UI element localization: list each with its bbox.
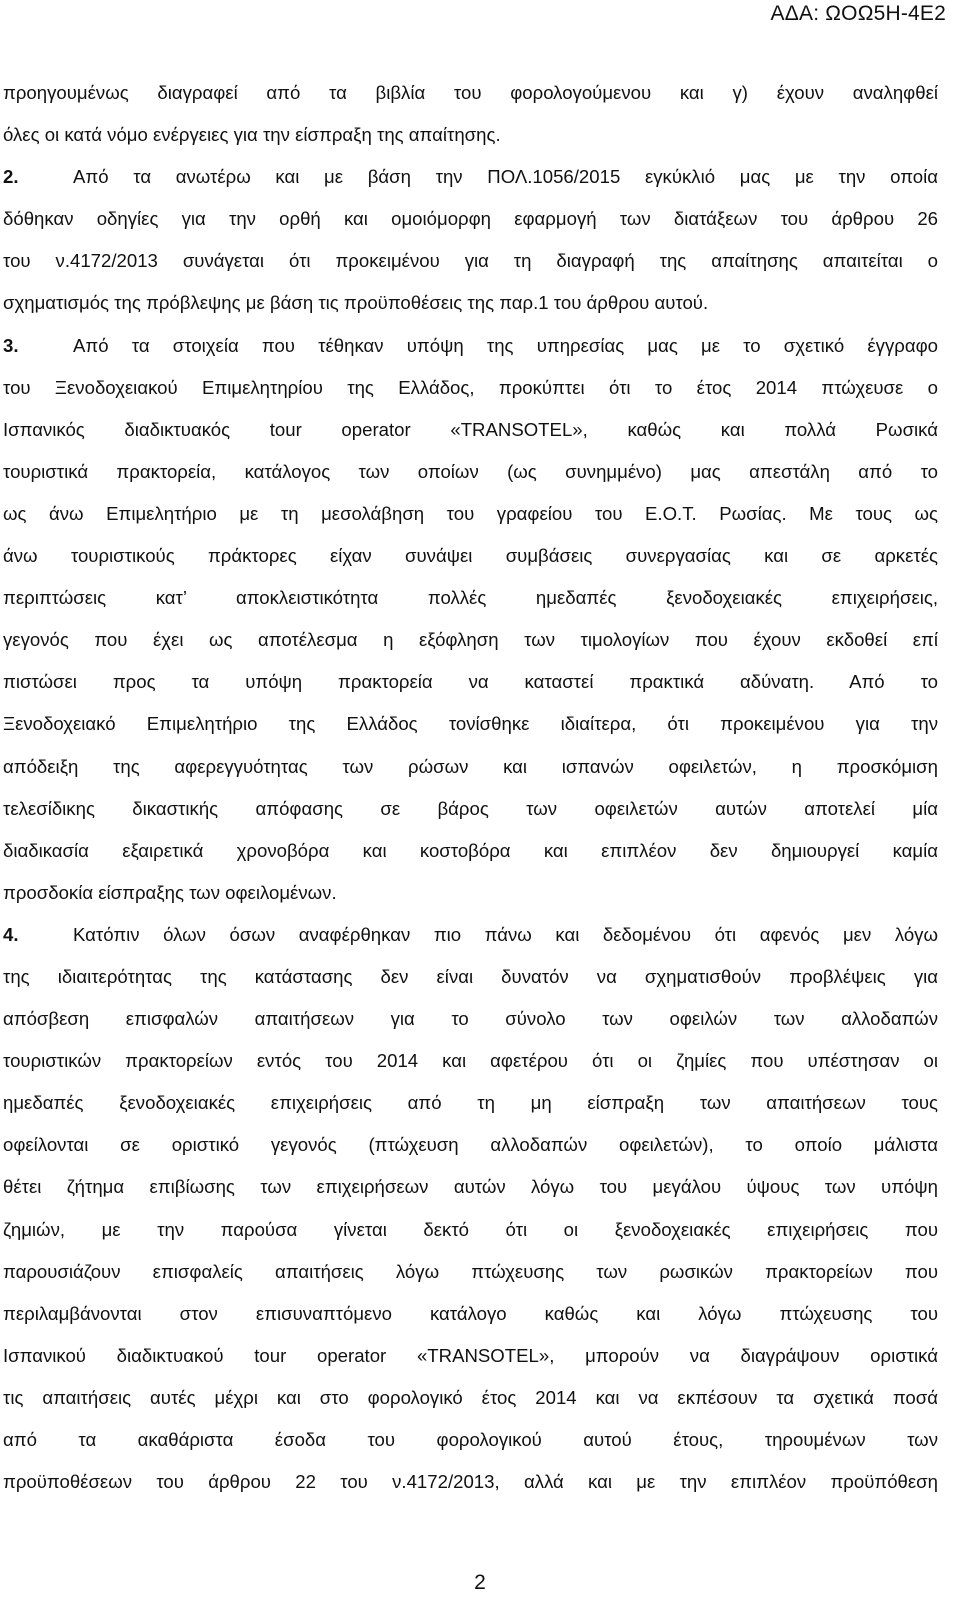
text-line: ημεδαπές ξενοδοχειακές επιχειρήσεις από τη μη είσπραξη των απαιτήσεων τους (3, 1092, 938, 1114)
paragraph-4-first-line (3, 914, 938, 956)
text-line: Ισπανικός διαδικτυακός tour operator «TRANSOTEL», καθώς και πολλά Ρωσικά (3, 418, 938, 440)
text-line: πιστώσει προς τα υπόψη πρακτορεία να καταστεί πρακτικά αδύνατη. Από το (3, 671, 938, 693)
document-body (3, 72, 938, 1503)
paragraph-number: 4. (3, 923, 19, 945)
paragraph-3-first-line (3, 325, 938, 367)
text-line: προηγουμένως διαγραφεί από τα βιβλία του φορολογούμενου και γ) έχουν αναληφθεί (3, 82, 938, 103)
text-line: οφείλονται σε οριστικό γεγονός (πτώχευση αλλοδαπών οφειλετών), το οποίο μάλιστα (3, 1134, 938, 1156)
text-line: προσδοκία είσπραξης των οφειλομένων. (3, 881, 337, 903)
text-line: διαδικασία εξαιρετικά χρονοβόρα και κοστοβόρα και επιπλέον δεν δημιουργεί καμία (3, 839, 938, 861)
text-line: Από τα ανωτέρω και με βάση την ΠΟΛ.1056/2015 εγκύκλιό μας με την οποία (73, 166, 938, 188)
text-line: προϋποθέσεων του άρθρου 22 του ν.4172/2013, αλλά και με την επιπλέον προϋπόθεση (3, 1471, 938, 1493)
text-line: άνω τουριστικούς πράκτορες είχαν συνάψει συμβάσεις συνεργασίας και σε αρκετές (3, 545, 938, 567)
paragraph-number: 2. (3, 166, 19, 188)
paragraph-2-first-line (3, 156, 938, 198)
text-line: περιπτώσεις κατ’ αποκλειστικότητα πολλές ημεδαπές ξενοδοχειακές επιχειρήσεις, (3, 587, 938, 609)
text-line: θέτει ζήτημα επιβίωσης των επιχειρήσεων αυτών λόγω του μεγάλου ύψους των υπόψη (3, 1176, 938, 1198)
text-line: τις απαιτήσεις αυτές μέχρι και στο φορολογικό έτος 2014 και να εκπέσουν τα σχετικά ποσά (3, 1386, 938, 1408)
text-line: απόδειξη της αφερεγγυότητας των ρώσων και ισπανών οφειλετών, η προσκόμιση (3, 755, 938, 777)
text-line: απόσβεση επισφαλών απαιτήσεων για το σύνολο των οφειλών των αλλοδαπών (3, 1008, 938, 1030)
text-line: τουριστικών πρακτορείων εντός του 2014 και αφετέρου ότι οι ζημίες που υπέστησαν οι (3, 1050, 938, 1072)
page-number: 2 (474, 1571, 486, 1594)
text-line: παρουσιάζουν επισφαλείς απαιτήσεις λόγω πτώχευσης των ρωσικών πρακτορείων που (3, 1260, 938, 1282)
text-line: γεγονός που έχει ως αποτέλεσμα η εξόφληση των τιμολογίων που έχουν εκδοθεί επί (3, 629, 938, 651)
text-line: από τα ακαθάριστα έσοδα του φορολογικού αυτού έτους, τηρουμένων των (3, 1429, 938, 1450)
text-line: του Ξενοδοχειακού Επιμελητηρίου της Ελλάδος, προκύπτει ότι το έτος 2014 πτώχευσε ο (3, 376, 938, 398)
text-line: του ν.4172/2013 συνάγεται ότι προκειμένου για τη διαγραφή της απαίτησης απαιτείται ο (3, 250, 938, 272)
text-line: ως άνω Επιμελητήριο με τη μεσολάβηση του γραφείου του Ε.Ο.Τ. Ρωσίας. Με τους ως (3, 502, 938, 524)
text-line: Κατόπιν όλων όσων αναφέρθηκαν πιο πάνω και δεδομένου ότι αφενός μεν λόγω (73, 923, 938, 945)
text-line: της ιδιαιτερότητας της κατάστασης δεν είναι δυνατόν να σχηματισθούν προβλέψεις για (3, 965, 938, 987)
text-line: τελεσίδικης δικαστικής απόφασης σε βάρος των οφειλετών αυτών αποτελεί μία (3, 797, 938, 819)
ada-header: ΑΔΑ: ΩΟΩ5Η-4Ε2 (770, 2, 946, 25)
text-line: ζημιών, με την παρούσα γίνεται δεκτό ότι οι ξενοδοχειακές επιχειρήσεις που (3, 1218, 938, 1240)
text-line: Ξενοδοχειακό Επιμελητήριο της Ελλάδος τονίσθηκε ιδιαίτερα, ότι προκειμένου για την (3, 713, 938, 735)
text-line: Από τα στοιχεία που τέθηκαν υπόψη της υπηρεσίας μας με το σχετικό έγγραφο (73, 334, 938, 356)
text-line: τουριστικά πρακτορεία, κατάλογος των οποίων (ως συνημμένο) μας απεστάλη από το (3, 460, 938, 482)
text-line: Ισπανικού διαδικτυακού tour operator «TRANSOTEL», μπορούν να διαγράψουν οριστικά (3, 1344, 938, 1366)
paragraph-number: 3. (3, 334, 19, 356)
text-line: σχηματισμός της πρόβλεψης με βάση τις προϋποθέσεις της παρ.1 του άρθρου αυτού. (3, 292, 709, 314)
text-line: περιλαμβάνονται στον επισυναπτόμενο κατάλογο καθώς και λόγω πτώχευσης του (3, 1302, 938, 1324)
text-line: δόθηκαν οδηγίες για την ορθή και ομοιόμορφη εφαρμογή των διατάξεων του άρθρου 26 (3, 208, 938, 230)
text-line: όλες οι κατά νόμο ενέργειες για την είσπραξη της απαίτησης. (3, 124, 501, 146)
